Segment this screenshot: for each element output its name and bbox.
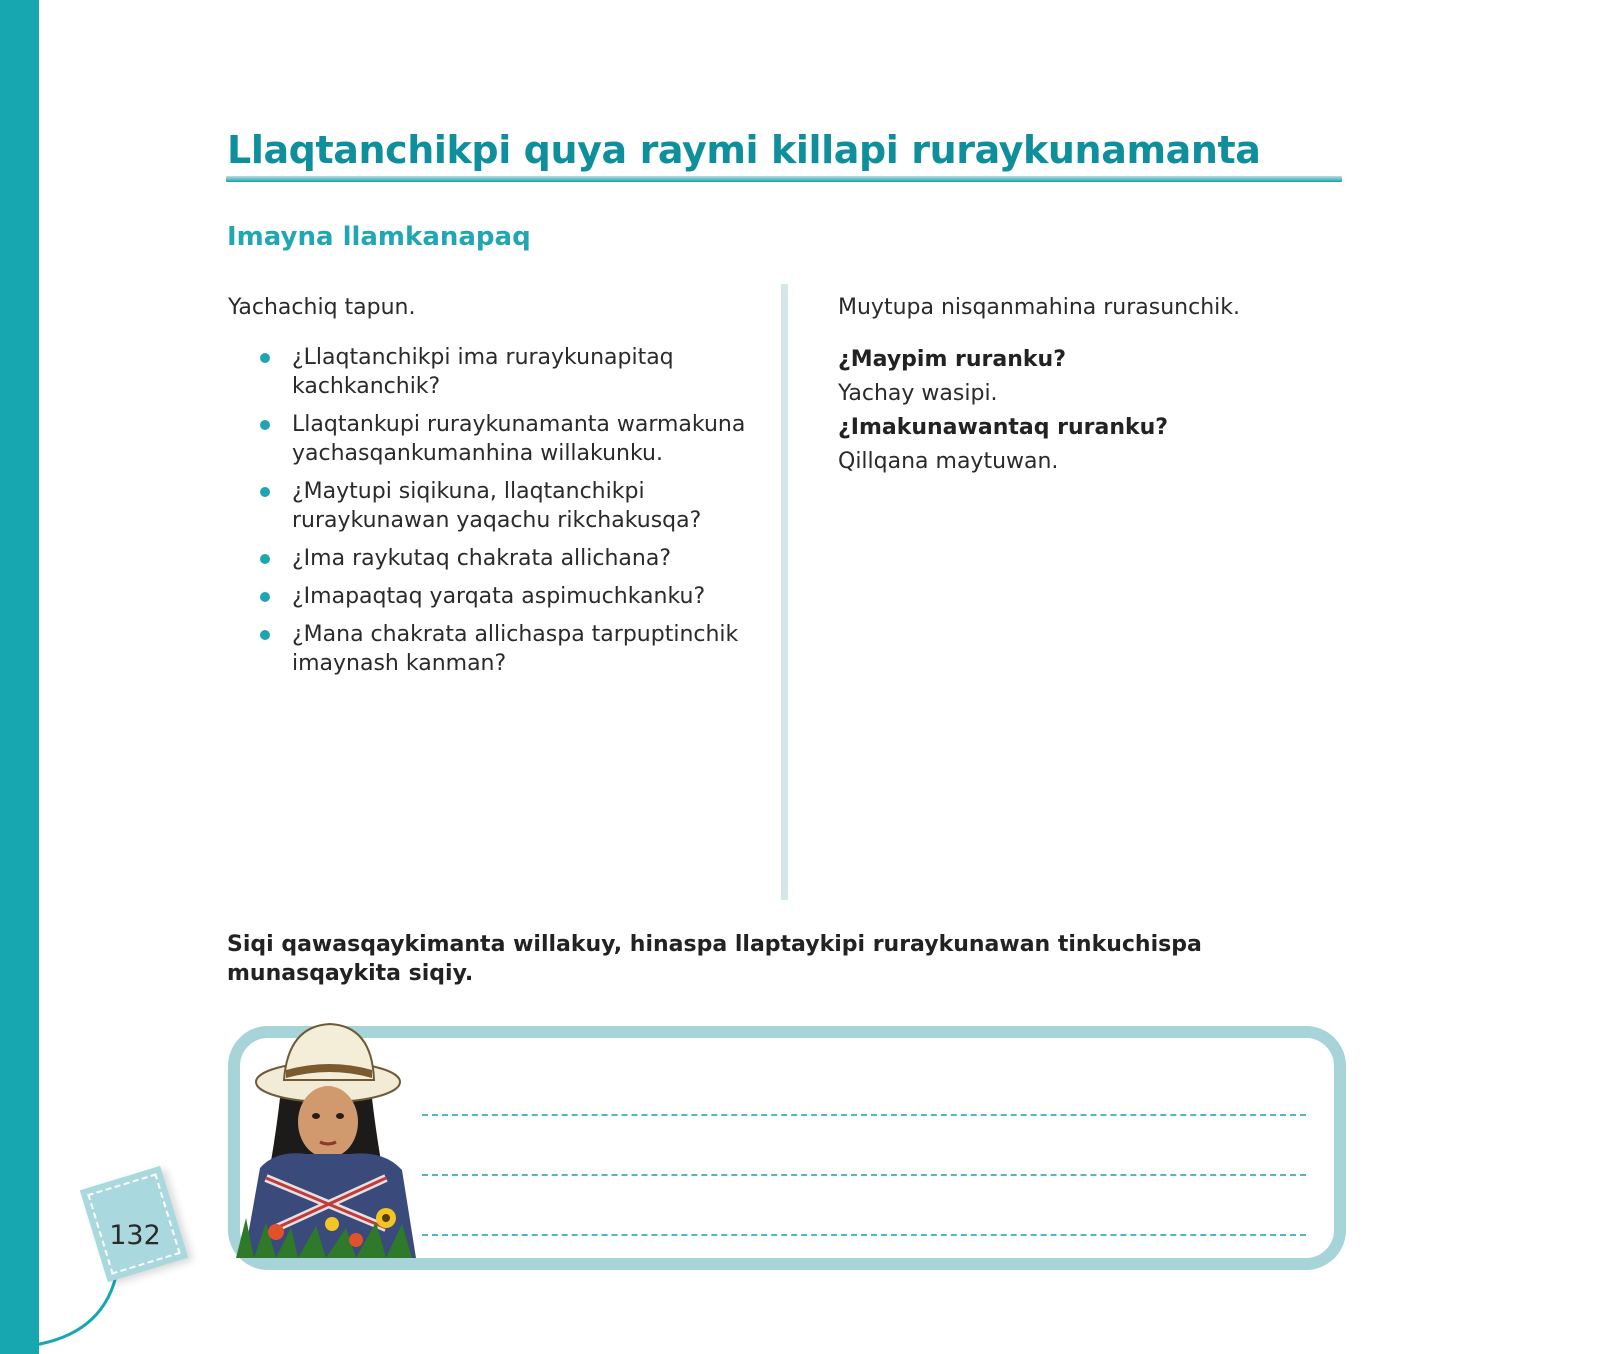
question-text: ¿Ima raykutaq chakrata allichana? — [292, 546, 672, 571]
question-text: ¿Imapaqtaq yarqata aspimuchkanku? — [292, 584, 706, 609]
list-item — [228, 582, 748, 611]
left-color-band — [0, 0, 39, 1354]
section-subtitle: Imayna llamkanapaq — [227, 222, 531, 252]
example-question: ¿Imakunawantaq ruranku? — [838, 415, 1169, 440]
bullet-icon — [260, 592, 270, 602]
bullet-icon — [260, 487, 270, 497]
page-number: 132 — [109, 1220, 161, 1251]
right-column — [838, 293, 1338, 479]
bullet-icon — [260, 554, 270, 564]
drawing-instruction: Siqi qawasqaykimanta willakuy, hinaspa llaptaykipi ruraykunawan tinkuchispa munasqaykita siqiy. — [227, 932, 1202, 986]
bullet-icon — [260, 420, 270, 430]
question-text: ¿Mana chakrata allichaspa tarpuptinchik imaynash kanman? — [292, 622, 739, 676]
example-answer: Qillqana maytuwan. — [838, 449, 1059, 474]
writing-line[interactable] — [422, 1234, 1306, 1236]
question-text: ¿Maytupi siqikuna, llaqtanchikpi ruraykunawan yaqachu rikchakusqa? — [292, 479, 702, 533]
left-intro: Yachachiq tapun. — [228, 295, 416, 320]
writing-line[interactable] — [422, 1114, 1306, 1116]
girl-illustration — [236, 1018, 424, 1258]
right-intro: Muytupa nisqanmahina rurasunchik. — [838, 295, 1240, 320]
example-answer: Yachay wasipi. — [838, 381, 998, 406]
example-question: ¿Maypim ruranku? — [838, 347, 1066, 372]
question-list — [228, 343, 748, 678]
title-underline — [226, 176, 1342, 182]
left-column — [228, 293, 748, 687]
column-divider — [781, 284, 788, 900]
bullet-icon — [260, 353, 270, 363]
list-item — [228, 620, 748, 678]
writing-line[interactable] — [422, 1174, 1306, 1176]
list-item — [228, 343, 748, 401]
list-item — [228, 477, 748, 535]
list-item — [228, 544, 748, 573]
page-title: Llaqtanchikpi quya raymi killapi ruraykunamanta — [227, 128, 1261, 172]
bullet-icon — [260, 630, 270, 640]
question-text: Llaqtankupi ruraykunamanta warmakuna yachasqankumanhina willakunku. — [292, 412, 746, 466]
list-item — [228, 410, 748, 468]
question-text: ¿Llaqtanchikpi ima ruraykunapitaq kachkanchik? — [292, 345, 674, 399]
